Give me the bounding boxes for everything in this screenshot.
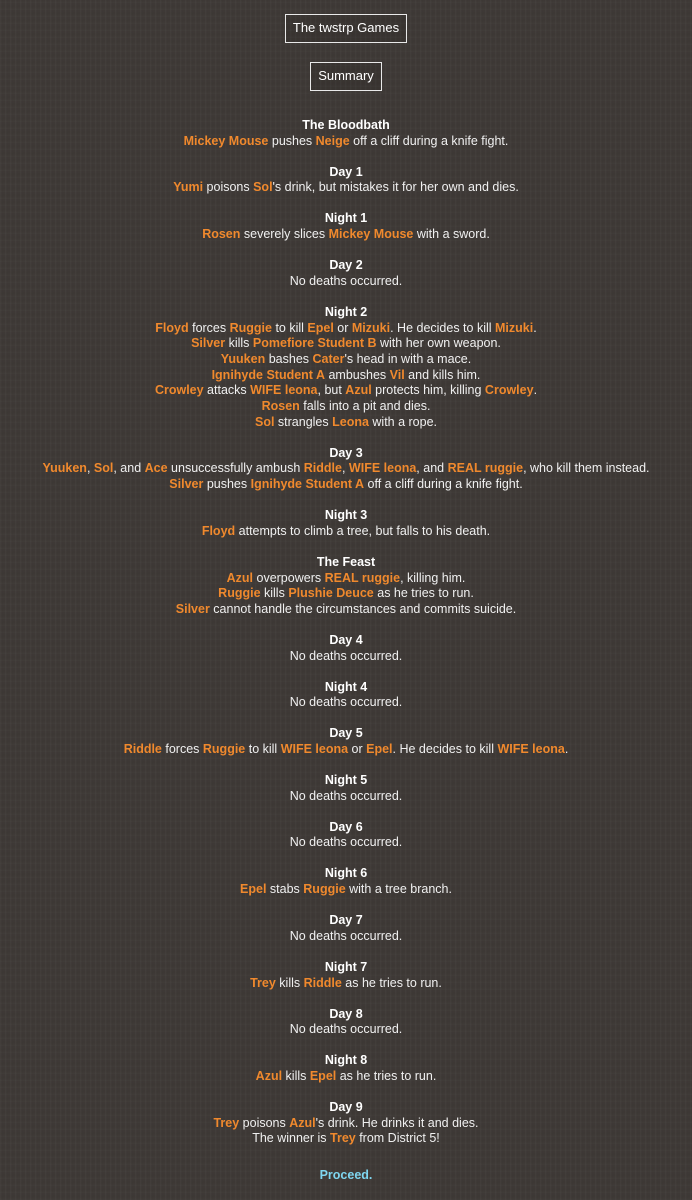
tribute-name: Sol xyxy=(93,461,114,476)
tribute-name: Silver xyxy=(169,477,204,492)
event-line xyxy=(0,180,692,196)
tribute-name: Riddle xyxy=(123,742,162,757)
tribute-name: WIFE leona xyxy=(280,742,349,757)
event-text: 's drink. He drinks it and dies. xyxy=(315,1115,479,1130)
event-line xyxy=(0,134,692,150)
event-text: overpowers xyxy=(253,570,325,585)
event-text: stabs xyxy=(266,882,304,897)
tribute-name: Neige xyxy=(315,133,350,148)
tribute-name: Riddle xyxy=(303,461,342,476)
event-line xyxy=(0,602,692,618)
event-line xyxy=(0,477,692,493)
event-text: No deaths occurred. xyxy=(289,835,403,850)
round-title: Night 4 xyxy=(324,679,368,694)
tribute-name: Cater xyxy=(312,351,345,366)
event-text: cannot handle the circumstances and commits suicide. xyxy=(209,601,517,616)
tribute-name: Crowley xyxy=(484,383,534,398)
event-text: or xyxy=(333,320,352,335)
event-line xyxy=(0,352,692,368)
round-section xyxy=(0,633,692,664)
round-title: Day 6 xyxy=(329,819,363,834)
tribute-name: WIFE leona xyxy=(250,383,318,398)
event-text: pushes xyxy=(203,477,251,492)
round-title: Day 8 xyxy=(329,1006,363,1021)
tribute-name: Ignihyde Student A xyxy=(250,477,365,492)
tribute-name: REAL ruggie xyxy=(447,461,524,476)
event-text: as he tries to run. xyxy=(373,586,474,601)
tribute-name: Silver xyxy=(175,601,210,616)
event-line xyxy=(0,321,692,337)
event-text: with a rope. xyxy=(368,414,438,429)
round-title: Night 6 xyxy=(324,866,368,881)
event-text: poisons xyxy=(203,180,254,195)
event-text: off a cliff during a knife fight. xyxy=(364,477,523,492)
event-text: bashes xyxy=(265,351,313,366)
round-section xyxy=(0,773,692,804)
event-text: strangles xyxy=(274,414,333,429)
tribute-name: Yuuken xyxy=(220,351,266,366)
event-text: , xyxy=(341,461,349,476)
event-text: kills xyxy=(260,586,289,601)
tribute-name: Rosen xyxy=(261,399,300,414)
event-text: and kills him. xyxy=(404,367,481,382)
round-title: Day 7 xyxy=(329,913,363,928)
event-text: kills xyxy=(275,975,304,990)
round-section xyxy=(0,913,692,944)
event-text: severely slices xyxy=(240,227,329,242)
round-section xyxy=(0,726,692,757)
tribute-name: Epel xyxy=(309,1068,337,1083)
title-wrap xyxy=(0,14,692,43)
event-text: 's drink, but mistakes it for her own and dies. xyxy=(272,180,519,195)
event-text: , xyxy=(86,461,94,476)
event-text: forces xyxy=(188,320,230,335)
event-text: kills xyxy=(225,336,253,351)
tribute-name: Trey xyxy=(213,1115,240,1130)
event-line xyxy=(0,976,692,992)
tribute-name: WIFE leona xyxy=(348,461,417,476)
tribute-name: Ruggie xyxy=(218,586,261,601)
event-text: kills xyxy=(282,1068,310,1083)
round-title: Day 5 xyxy=(329,726,363,741)
event-text: protects him, killing xyxy=(371,383,485,398)
tribute-name: Azul xyxy=(345,383,372,398)
event-line xyxy=(0,882,692,898)
tribute-name: Ruggie xyxy=(303,882,346,897)
event-line xyxy=(0,1116,692,1132)
round-section xyxy=(0,305,692,431)
event-text: as he tries to run. xyxy=(341,975,442,990)
tribute-name: Vil xyxy=(389,367,405,382)
event-line xyxy=(0,929,692,945)
event-line xyxy=(0,274,692,290)
event-text: , and xyxy=(416,461,448,476)
tribute-name: Rosen xyxy=(202,227,241,242)
round-title: Night 3 xyxy=(324,508,368,523)
games-title-button[interactable]: The twstrp Games xyxy=(285,14,407,43)
event-text: as he tries to run. xyxy=(336,1068,437,1083)
summary-wrap xyxy=(0,62,692,91)
tribute-name: Pomefiore Student B xyxy=(252,336,377,351)
tribute-name: Sol xyxy=(253,180,273,195)
tribute-name: Mizuki xyxy=(495,320,534,335)
event-text: to kill xyxy=(271,320,308,335)
tribute-name: Azul xyxy=(255,1068,283,1083)
tribute-name: Trey xyxy=(330,1131,356,1146)
event-text: attempts to climb a tree, but falls to his death. xyxy=(235,523,491,538)
round-section xyxy=(0,165,692,196)
event-text: ambushes xyxy=(325,367,390,382)
tribute-name: Epel xyxy=(240,882,267,897)
tribute-name: Azul xyxy=(226,570,254,585)
tribute-name: Ruggie xyxy=(229,320,272,335)
event-text: . xyxy=(533,383,538,398)
round-title: Day 2 xyxy=(329,258,363,273)
event-text: No deaths occurred. xyxy=(289,1022,403,1037)
round-title: Day 4 xyxy=(329,632,363,647)
summary-button[interactable]: Summary xyxy=(310,62,382,91)
round-section xyxy=(0,1053,692,1084)
event-line xyxy=(0,524,692,540)
round-section xyxy=(0,820,692,851)
event-line xyxy=(0,695,692,711)
round-section xyxy=(0,1007,692,1038)
tribute-name: Ignihyde Student A xyxy=(211,367,325,382)
event-text: forces xyxy=(161,742,203,757)
event-text: No deaths occurred. xyxy=(289,695,403,710)
event-text: , and xyxy=(113,461,145,476)
event-line xyxy=(0,415,692,431)
tribute-name: Sol xyxy=(254,414,275,429)
round-section xyxy=(0,446,692,493)
proceed-link[interactable]: Proceed. xyxy=(319,1168,373,1182)
tribute-name: Mickey Mouse xyxy=(183,133,269,148)
tribute-name: Mickey Mouse xyxy=(328,227,414,242)
event-text: falls into a pit and dies. xyxy=(299,399,431,414)
round-section xyxy=(0,866,692,897)
event-text: , killing him. xyxy=(400,570,466,585)
round-title: Night 2 xyxy=(324,304,368,319)
tribute-name: Azul xyxy=(289,1115,316,1130)
summary-content xyxy=(0,118,692,1162)
event-text: The winner is xyxy=(252,1131,331,1146)
tribute-name: Yuuken xyxy=(42,461,87,476)
event-line xyxy=(0,835,692,851)
round-section xyxy=(0,211,692,242)
event-text: . xyxy=(533,320,537,335)
tribute-name: Ace xyxy=(144,461,168,476)
tribute-name: Trey xyxy=(250,975,276,990)
event-text: with a tree branch. xyxy=(345,882,452,897)
event-line xyxy=(0,1069,692,1085)
event-text: unsuccessfully ambush xyxy=(167,461,304,476)
tribute-name: Silver xyxy=(191,336,226,351)
event-line xyxy=(0,368,692,384)
round-title: Night 1 xyxy=(324,211,368,226)
round-title: Night 8 xyxy=(324,1053,368,1068)
event-text: , who kill them instead. xyxy=(523,461,650,476)
event-line xyxy=(0,586,692,602)
round-section xyxy=(0,555,692,618)
event-line xyxy=(0,571,692,587)
tribute-name: Leona xyxy=(332,414,369,429)
tribute-name: Yumi xyxy=(173,180,204,195)
tribute-name: Ruggie xyxy=(202,742,246,757)
tribute-name: REAL ruggie xyxy=(324,570,401,585)
event-text: No deaths occurred. xyxy=(289,928,403,943)
event-text: . He decides to kill xyxy=(390,320,496,335)
event-text: , but xyxy=(317,383,346,398)
tribute-name: Riddle xyxy=(303,975,342,990)
tribute-name: WIFE leona xyxy=(497,742,565,757)
event-text: with her own weapon. xyxy=(376,336,501,351)
tribute-name: Plushie Deuce xyxy=(288,586,374,601)
round-section xyxy=(0,1100,692,1147)
event-line xyxy=(0,742,692,758)
event-line xyxy=(0,1131,692,1147)
tribute-name: Floyd xyxy=(201,523,236,538)
round-title: Night 5 xyxy=(324,773,368,788)
tribute-name: Epel xyxy=(307,320,334,335)
round-section xyxy=(0,960,692,991)
round-title: Night 7 xyxy=(324,959,368,974)
event-text: 's head in with a mace. xyxy=(344,351,472,366)
event-text: No deaths occurred. xyxy=(289,273,403,288)
round-section xyxy=(0,508,692,539)
event-line xyxy=(0,649,692,665)
event-text: to kill xyxy=(245,742,281,757)
event-text: attacks xyxy=(203,383,251,398)
tribute-name: Crowley xyxy=(154,383,204,398)
event-line xyxy=(0,789,692,805)
event-text: or xyxy=(348,742,367,757)
event-text: No deaths occurred. xyxy=(289,648,403,663)
event-text: with a sword. xyxy=(413,227,490,242)
event-line xyxy=(0,383,692,399)
event-text: . xyxy=(564,742,569,757)
round-title: The Bloodbath xyxy=(302,118,390,132)
event-line xyxy=(0,399,692,415)
tribute-name: Mizuki xyxy=(351,320,391,335)
event-line xyxy=(0,1022,692,1038)
tribute-name: Floyd xyxy=(155,320,189,335)
event-text: poisons xyxy=(239,1115,290,1130)
round-title: Day 1 xyxy=(329,164,363,179)
round-title: Day 3 xyxy=(329,445,363,460)
event-line xyxy=(0,227,692,243)
event-text: . He decides to kill xyxy=(392,742,498,757)
round-title: Day 9 xyxy=(329,1099,363,1114)
round-section xyxy=(0,680,692,711)
round-title: The Feast xyxy=(316,554,376,569)
event-text: No deaths occurred. xyxy=(289,788,403,803)
event-text: from District 5! xyxy=(355,1131,440,1146)
round-section xyxy=(0,258,692,289)
event-text: pushes xyxy=(268,133,316,148)
event-text: off a cliff during a knife fight. xyxy=(349,133,509,148)
event-line xyxy=(0,336,692,352)
round-section xyxy=(0,118,692,149)
event-line xyxy=(0,461,692,477)
tribute-name: Epel xyxy=(366,742,393,757)
